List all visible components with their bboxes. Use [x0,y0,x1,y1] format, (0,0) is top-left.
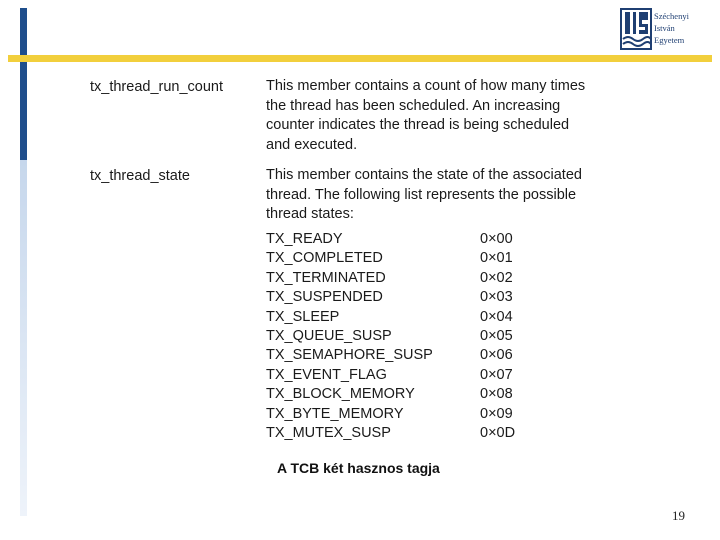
state-name: TX_EVENT_FLAG [266,366,387,383]
left-accent-bar [20,8,27,160]
university-name-line: Széchenyi [654,11,689,21]
state-name: TX_TERMINATED [266,269,386,286]
state-name: TX_SLEEP [266,308,340,325]
state-row [266,347,566,366]
state-value: 0×08 [480,386,513,403]
state-row [266,231,566,250]
field-description-run-count [266,77,616,155]
description-line: This member contains the state of the associated [266,167,582,183]
state-row [266,425,566,444]
state-name: TX_QUEUE_SUSP [266,327,392,344]
university-name-line: Egyetem [654,35,685,45]
description-line: This member contains a count of how many times [266,78,586,94]
field-name-run-count: tx_thread_run_count [90,79,224,95]
state-value: 0×0D [480,424,516,441]
state-value: 0×02 [480,269,513,286]
university-name-line: István [654,23,675,33]
state-value: 0×09 [480,405,513,422]
field-name-thread-state: tx_thread_state [90,168,190,184]
state-row [266,367,566,386]
state-row [266,250,566,269]
header-rule [8,55,712,62]
state-value: 0×07 [480,366,513,383]
state-value: 0×05 [480,327,513,344]
state-row [266,309,566,328]
thread-state-list [266,231,566,444]
state-row [266,328,566,347]
state-value: 0×03 [480,289,513,306]
state-row [266,386,566,405]
state-name: TX_READY [266,231,343,247]
state-value: 0×04 [480,308,513,325]
university-logo [620,8,712,52]
state-name: TX_SUSPENDED [266,289,383,306]
state-row [266,406,566,425]
state-name: TX_BYTE_MEMORY [266,405,404,422]
state-name: TX_BLOCK_MEMORY [266,386,415,403]
description-line: thread states: [266,206,354,222]
field-description-thread-state [266,166,616,225]
state-value: 0×00 [480,231,513,247]
state-name: TX_SEMAPHORE_SUSP [266,347,433,364]
state-row [266,289,566,308]
state-value: 0×06 [480,347,513,364]
description-line: thread. The following list represents the possible [266,186,577,203]
left-accent-bar-faded [20,160,27,516]
description-line: and executed. [266,136,358,153]
figure-caption: A TCB két hasznos tagja [277,460,440,476]
state-name: TX_MUTEX_SUSP [266,424,391,441]
state-value: 0×01 [480,250,513,267]
university-name [654,10,712,46]
description-line: counter indicates the thread is being scheduled [266,117,570,133]
description-line: the thread has been scheduled. An increasing [266,97,561,114]
university-emblem-icon [620,8,652,50]
state-name: TX_COMPLETED [266,250,383,267]
state-row [266,270,566,289]
page-number: 19 [672,508,685,523]
